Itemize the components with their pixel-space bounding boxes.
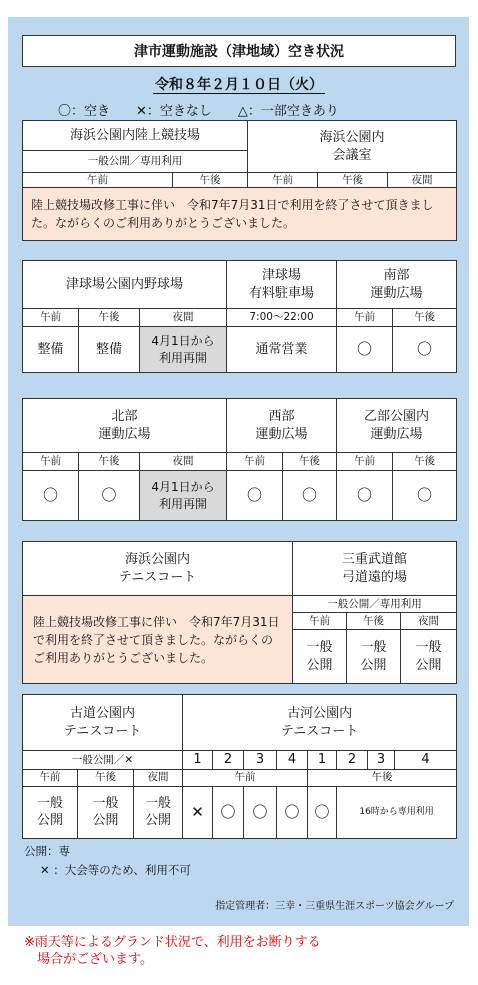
section4-table bbox=[22, 541, 457, 684]
slot-night: 夜間 bbox=[140, 453, 227, 471]
footnote-public: 公開：専 bbox=[24, 844, 70, 858]
status-cell: 一般 公開 bbox=[23, 786, 78, 838]
court-number: 2 bbox=[213, 751, 244, 770]
stadium-subtitle: 一般公開／専用利用 bbox=[23, 151, 248, 173]
status-cell: 一般 公開 bbox=[293, 630, 347, 684]
status-cell: 4月1日から 利用再開 bbox=[140, 327, 227, 373]
status-cell: 〇 bbox=[79, 471, 140, 521]
court-number: 2 bbox=[337, 751, 368, 770]
status-cell: 整備 bbox=[79, 327, 140, 373]
status-cell: 〇 bbox=[337, 327, 393, 373]
rain-warning: ※雨天等によるグランド状況で、利用をお断りする 場合がございます。 bbox=[24, 935, 321, 967]
slot-am: 午前 bbox=[248, 173, 318, 188]
footnote-unavailable: ✕ ：大会等のため、利用不可 bbox=[40, 863, 191, 877]
facility-otobe-ground: 乙部公園内 運動広場 bbox=[337, 399, 457, 453]
status-cell: 整備 bbox=[23, 327, 79, 373]
facility-tennis-kaihin: 海浜公園内 テニスコート bbox=[23, 542, 293, 596]
archery-subtitle: 一般公開／専用利用 bbox=[293, 596, 457, 613]
status-cell: 〇 bbox=[23, 471, 79, 521]
section3-table bbox=[22, 398, 457, 521]
court-number: 1 bbox=[308, 751, 337, 770]
status-cell: 〇 bbox=[277, 786, 308, 838]
status-cell: 一般 公開 bbox=[134, 786, 183, 838]
slot-night: 夜間 bbox=[140, 309, 227, 327]
status-cell: 4月1日から 利用再開 bbox=[140, 471, 227, 521]
kodo-subtitle: 一般公開／✕ bbox=[23, 751, 183, 770]
status-note: 16時から専用利用 bbox=[337, 786, 457, 838]
status-cell: 〇 bbox=[213, 786, 244, 838]
facility-tennis-furukawa: 古河公園内 テニスコート bbox=[183, 695, 457, 751]
court-number: 1 bbox=[183, 751, 213, 770]
status-cell: 〇 bbox=[244, 786, 277, 838]
slot-pm: 午後 bbox=[393, 309, 457, 327]
slot-am: 午前 bbox=[23, 173, 173, 188]
status-cell: 通常営業 bbox=[227, 327, 337, 373]
court-number: 4 bbox=[395, 751, 457, 770]
status-cell: 一般 公開 bbox=[347, 630, 401, 684]
status-cell: 一般 公開 bbox=[401, 630, 457, 684]
status-cell: ✕ bbox=[183, 786, 213, 838]
facility-meeting-room: 海浜公園内 会議室 bbox=[248, 121, 457, 173]
court-number: 4 bbox=[277, 751, 308, 770]
closure-notice: 陸上競技場改修工事に伴い 令和7年7月31日で利用を終了させて頂きました。ながらくのご利用ありがとうございました。 bbox=[23, 596, 293, 684]
status-cell: 〇 bbox=[227, 471, 283, 521]
slot-night: 夜間 bbox=[134, 769, 183, 786]
slot-pm: 午後 bbox=[318, 173, 388, 188]
facility-north-ground: 北部 運動広場 bbox=[23, 399, 227, 453]
slot-pm: 午後 bbox=[393, 453, 457, 471]
slot-am: 午前 bbox=[227, 453, 283, 471]
court-number: 3 bbox=[368, 751, 395, 770]
period-pm: 午後 bbox=[308, 769, 457, 786]
closure-notice: 陸上競技場改修工事に伴い 令和7年7月31日で利用を終了させて頂きました。ながらくのご利用ありがとうございました。 bbox=[23, 188, 457, 241]
slot-am: 午前 bbox=[23, 453, 79, 471]
slot-am: 午前 bbox=[337, 309, 393, 327]
facility-west-ground: 西部 運動広場 bbox=[227, 399, 337, 453]
page-title: 津市運動施設（津地域）空き状況 bbox=[22, 35, 456, 67]
manager-credit: 指定管理者：三幸・三重県生涯スポーツ協会グループ bbox=[215, 901, 454, 912]
legend: 〇：空き ✕：空きなし △：一部空きあり bbox=[58, 104, 339, 119]
status-cell: 〇 bbox=[283, 471, 337, 521]
facility-tennis-kodo: 古道公園内 テニスコート bbox=[23, 695, 183, 751]
facility-archery: 三重武道館 弓道遠的場 bbox=[293, 542, 457, 596]
report-date: 令和８年２月１０日（火） bbox=[155, 77, 323, 93]
slot-am: 午前 bbox=[293, 613, 347, 630]
facility-baseball: 津球場公園内野球場 bbox=[23, 261, 227, 309]
slot-night: 夜間 bbox=[401, 613, 457, 630]
period-am: 午前 bbox=[183, 769, 308, 786]
parking-hours: 7:00～22:00 bbox=[227, 309, 337, 327]
status-cell: 一般 公開 bbox=[78, 786, 134, 838]
facility-south-ground: 南部 運動広場 bbox=[337, 261, 457, 309]
section5-table bbox=[22, 694, 457, 839]
slot-night: 夜間 bbox=[388, 173, 457, 188]
court-number: 3 bbox=[244, 751, 277, 770]
slot-am: 午前 bbox=[337, 453, 393, 471]
status-cell: 〇 bbox=[393, 471, 457, 521]
slot-pm: 午後 bbox=[283, 453, 337, 471]
section1-table bbox=[22, 120, 457, 241]
status-cell: 〇 bbox=[308, 786, 337, 838]
slot-pm: 午後 bbox=[79, 309, 140, 327]
slot-pm: 午後 bbox=[347, 613, 401, 630]
slot-am: 午前 bbox=[23, 769, 78, 786]
status-cell: 〇 bbox=[337, 471, 393, 521]
status-cell: 〇 bbox=[393, 327, 457, 373]
section2-table bbox=[22, 260, 457, 373]
slot-pm: 午後 bbox=[79, 453, 140, 471]
slot-am: 午前 bbox=[23, 309, 79, 327]
facility-parking: 津球場 有料駐車場 bbox=[227, 261, 337, 309]
slot-pm: 午後 bbox=[173, 173, 248, 188]
slot-pm: 午後 bbox=[78, 769, 134, 786]
facility-stadium: 海浜公園内陸上競技場 bbox=[23, 121, 248, 151]
